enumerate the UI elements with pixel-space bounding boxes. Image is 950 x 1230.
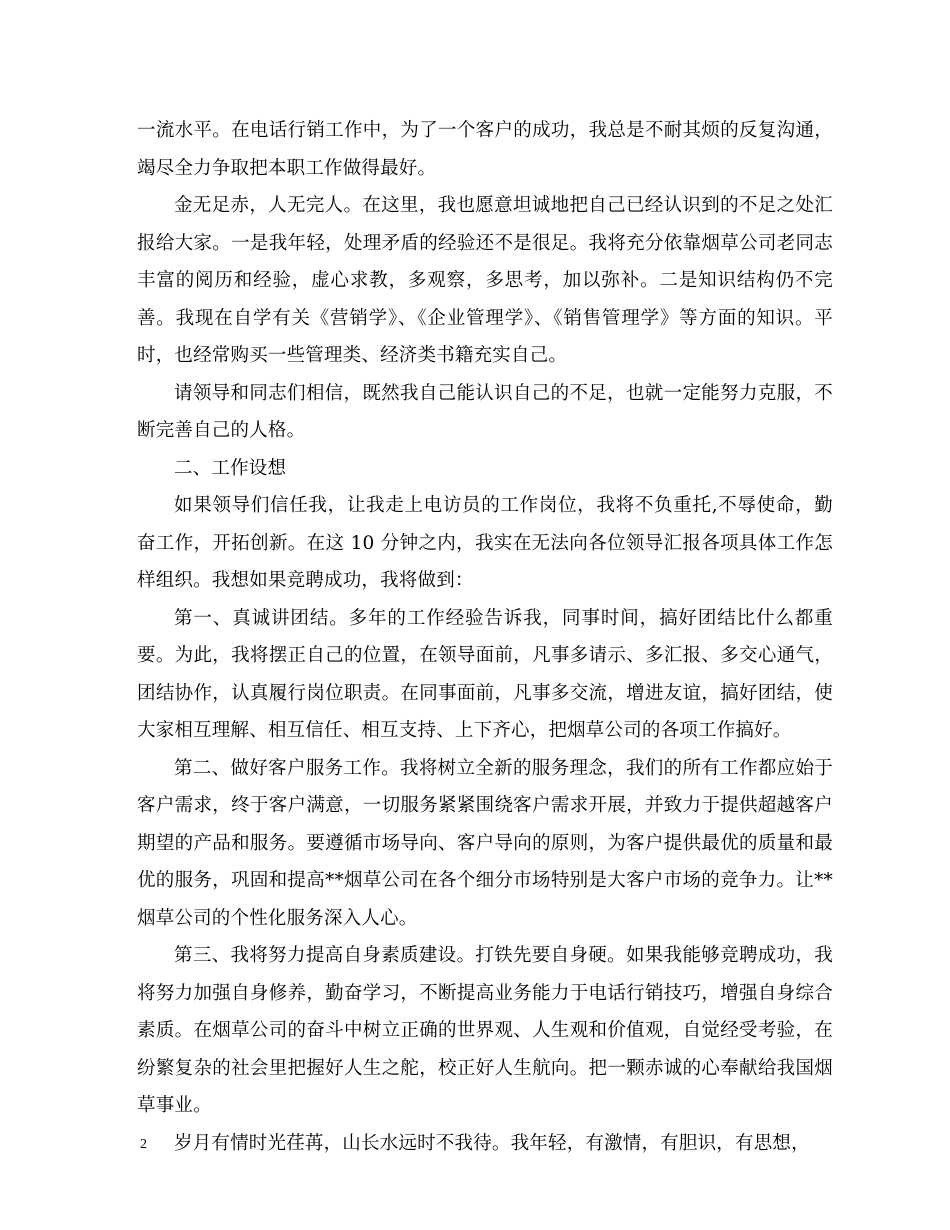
paragraph-continuation: 一流水平。在电话行销工作中，为了一个客户的成功，我总是不耐其烦的反复沟通，竭尽全力争取把本职工作做得最好。 — [137, 120, 833, 179]
paragraph-customer-service: 第二、做好客户服务工作。我将树立全新的服务理念，我们的所有工作都应始于客户需求，终于客户满意，一切服务紧紧围绕客户需求开展，并致力于提供超越客户期望的产品和服务。要遵循市场导向、客户导向的原则，为客户提供最优的质量和最优的服务，巩固和提高**烟草公司在各个细分市场特别是大客户市场的竞争力。让**烟草公司的个性化服务深入人心。 — [137, 757, 833, 929]
paragraph-self-improvement: 第三、我将努力提高自身素质建设。打铁先要自身硬。如果我能够竞聘成功，我将努力加强自身修养，勤奋学习，不断提高业务能力于电话行销技巧，增强自身综合素质。在烟草公司的奋斗中树立正确的世界观、人生观和价值观，自觉经受考验，在纷繁复杂的社会里把握好人生之舵，校正好人生航向。把一颗赤诚的心奉献给我国烟草事业。 — [137, 945, 833, 1116]
paragraph-closing: 岁月有情时光荏苒，山长水远时不我待。我年轻，有激情，有胆识，有思想， — [174, 1132, 810, 1154]
document-body — [137, 112, 833, 1162]
section-heading-work-plan: 二、工作设想 — [174, 457, 287, 479]
page-number: 2 — [140, 1137, 147, 1152]
paragraph-trust: 请领导和同志们相信，既然我自己能认识自己的不足，也就一定能努力克服，不断完善自己的人格。 — [137, 382, 833, 441]
paragraph-shortcomings: 金无足赤，人无完人。在这里，我也愿意坦诚地把自己已经认识到的不足之处汇报给大家。一是我年轻，处理矛盾的经验还不是很足。我将充分依靠烟草公司老同志丰富的阅历和经验，虚心求教，多观察，多思考，加以弥补。二是知识结构仍不完善。我现在自学有关《营销学》、《企业管理学》、《销售管理学》等方面的知识。平时，也经常购买一些管理类、经济类书籍充实自己。 — [137, 195, 833, 366]
paragraph-intro-plan: 如果领导们信任我，让我走上电访员的工作岗位，我将不负重托,不辱使命，勤奋工作，开拓创新。在这 10 分钟之内，我实在无法向各位领导汇报各项具体工作怎样组织。我想如果竞聘成功，我将做到： — [137, 495, 833, 591]
paragraph-unity: 第一、真诚讲团结。多年的工作经验告诉我，同事时间，搞好团结比什么都重要。为此，我将摆正自己的位置，在领导面前，凡事多请示、多汇报、多交心通气，团结协作，认真履行岗位职责。在同事面前，凡事多交流，增进友谊，搞好团结，使大家相互理解、相互信任、相互支持、上下齐心，把烟草公司的各项工作搞好。 — [137, 607, 833, 741]
